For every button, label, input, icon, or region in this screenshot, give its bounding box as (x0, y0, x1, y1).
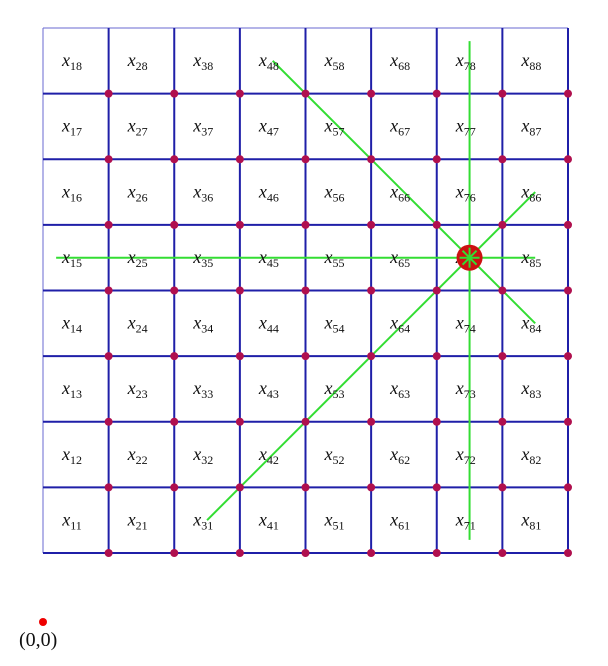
cell-label: $x_{67}$ (390, 115, 411, 139)
vertex-dot (236, 287, 244, 295)
cell-label: $x_{51}$ (324, 509, 345, 533)
cell-label: $x_{24}$ (127, 312, 148, 336)
cell-label: $x_{61}$ (390, 509, 411, 533)
vertex-dot (170, 483, 178, 491)
vertex-dot (302, 221, 310, 229)
vertex-dot (105, 287, 113, 295)
vertex-dot (170, 287, 178, 295)
vertex-dot (170, 155, 178, 163)
vertex-dot (170, 90, 178, 98)
vertex-dot (564, 287, 572, 295)
vertex-dot (433, 221, 441, 229)
cell-label: $x_{56}$ (324, 181, 345, 205)
vertex-dot (564, 418, 572, 426)
cell-label: $x_{87}$ (521, 115, 542, 139)
vertex-dot (236, 483, 244, 491)
cell-label: $x_{55}$ (324, 246, 345, 270)
vertex-dot (433, 90, 441, 98)
cell-label: $x_{63}$ (390, 378, 411, 402)
cell-label: $x_{17}$ (62, 115, 82, 139)
cell-label: $x_{76}$ (455, 181, 476, 205)
vertex-dot (498, 483, 506, 491)
vertex-dot (302, 155, 310, 163)
vertex-dot (236, 418, 244, 426)
cell-label: $x_{16}$ (62, 181, 82, 205)
cell-label: $x_{82}$ (521, 443, 542, 467)
cell-label: $x_{11}$ (62, 509, 82, 533)
vertex-dot (564, 483, 572, 491)
cell-label: $x_{64}$ (390, 312, 411, 336)
cell-label: $x_{81}$ (521, 509, 542, 533)
cell-label: $x_{66}$ (390, 181, 411, 205)
vertex-dot (498, 221, 506, 229)
cell-label: $x_{68}$ (390, 50, 411, 73)
vertex-dot (105, 483, 113, 491)
origin-dot (39, 618, 47, 626)
vertex-dot (367, 155, 375, 163)
vertex-dot (170, 352, 178, 360)
vertex-dot (433, 483, 441, 491)
cell-label: $x_{48}$ (258, 50, 279, 73)
vertex-dot (498, 287, 506, 295)
vertex-dot (367, 418, 375, 426)
vertex-dot (367, 549, 375, 557)
cell-label: $x_{22}$ (127, 443, 148, 467)
vertex-dot (433, 352, 441, 360)
cell-label: $x_{83}$ (521, 378, 542, 402)
cell-label: $x_{21}$ (127, 509, 148, 533)
vertex-dot (105, 352, 113, 360)
origin-label: (0,0) (19, 629, 58, 651)
cell-label: $x_{78}$ (455, 50, 476, 73)
vertex-dot (367, 221, 375, 229)
vertex-dot (433, 549, 441, 557)
vertex-dot (433, 418, 441, 426)
cell-label: $x_{86}$ (521, 181, 542, 205)
cell-label: $x_{12}$ (62, 443, 82, 467)
cell-label: $x_{35}$ (193, 246, 214, 270)
vertex-dot (170, 418, 178, 426)
vertex-dot (236, 90, 244, 98)
cell-label: $x_{25}$ (127, 246, 148, 270)
vertex-dot (105, 155, 113, 163)
vertex-dot (302, 549, 310, 557)
cell-label: $x_{85}$ (521, 246, 542, 270)
vertex-dot (302, 352, 310, 360)
cell-label: $x_{23}$ (127, 378, 148, 402)
vertex-dot (564, 549, 572, 557)
vertex-dot (105, 90, 113, 98)
vertex-dot (302, 287, 310, 295)
cell-label: $x_{15}$ (62, 246, 82, 270)
cell-label: $x_{73}$ (455, 378, 476, 402)
vertex-dot (236, 549, 244, 557)
cell-label: $x_{14}$ (62, 312, 82, 336)
vertex-dot (564, 221, 572, 229)
cell-label: $x_{37}$ (193, 115, 214, 139)
vertex-dot (498, 155, 506, 163)
cell-label: $x_{57}$ (324, 115, 345, 139)
vertex-dot (498, 418, 506, 426)
vertex-dot (236, 155, 244, 163)
cell-label: $x_{88}$ (521, 50, 542, 73)
cell-label: $x_{54}$ (324, 312, 345, 336)
cell-label: $x_{28}$ (127, 50, 148, 73)
cell-label: $x_{74}$ (455, 312, 476, 336)
cell-label: $x_{43}$ (258, 378, 279, 402)
center-marker-group (457, 245, 483, 271)
vertex-dot (564, 155, 572, 163)
vertex-dot (498, 352, 506, 360)
cell-label: $x_{31}$ (193, 509, 214, 533)
cell-label: $x_{72}$ (455, 443, 476, 467)
vertex-dot (367, 483, 375, 491)
vertex-dot (170, 221, 178, 229)
cell-label: $x_{27}$ (127, 115, 148, 139)
vertex-dot (498, 90, 506, 98)
vertex-dot (302, 90, 310, 98)
cell-label: $x_{71}$ (455, 509, 476, 533)
cell-label: $x_{38}$ (193, 50, 214, 73)
vertex-dot (105, 549, 113, 557)
cell-label: $x_{62}$ (390, 443, 411, 467)
cell-label: $x_{36}$ (193, 181, 214, 205)
cell-label: $x_{45}$ (258, 246, 279, 270)
cell-label: $x_{84}$ (521, 312, 542, 336)
cell-label: $x_{77}$ (455, 115, 476, 139)
vertex-dot (433, 155, 441, 163)
cell-label: $x_{58}$ (324, 50, 345, 73)
vertex-dot (302, 483, 310, 491)
cell-label: $x_{53}$ (324, 378, 345, 402)
cell-label: $x_{13}$ (62, 378, 82, 402)
vertex-dot (105, 418, 113, 426)
vertex-dot (105, 221, 113, 229)
vertex-dot (433, 287, 441, 295)
cell-label: $x_{42}$ (258, 443, 279, 467)
vertex-dot (498, 549, 506, 557)
cell-label: $x_{47}$ (258, 115, 279, 139)
cell-label: $x_{41}$ (258, 509, 279, 533)
vertex-dot (302, 418, 310, 426)
cell-label: $x_{18}$ (62, 50, 82, 73)
cell-label: $x_{33}$ (193, 378, 214, 402)
vertex-dot (236, 221, 244, 229)
vertex-dot (170, 549, 178, 557)
cell-label: $x_{65}$ (390, 246, 411, 270)
vertex-dot (564, 90, 572, 98)
cell-label: $x_{46}$ (258, 181, 279, 205)
vertex-dot (367, 352, 375, 360)
cell-label: $x_{32}$ (193, 443, 214, 467)
vertex-dot (236, 352, 244, 360)
vertex-dot (367, 287, 375, 295)
cell-label: $x_{34}$ (193, 312, 214, 336)
cell-label: $x_{26}$ (127, 181, 148, 205)
cell-label: $x_{52}$ (324, 443, 345, 467)
cell-label: $x_{44}$ (258, 312, 279, 336)
vertex-dot (564, 352, 572, 360)
vertex-dot (367, 90, 375, 98)
